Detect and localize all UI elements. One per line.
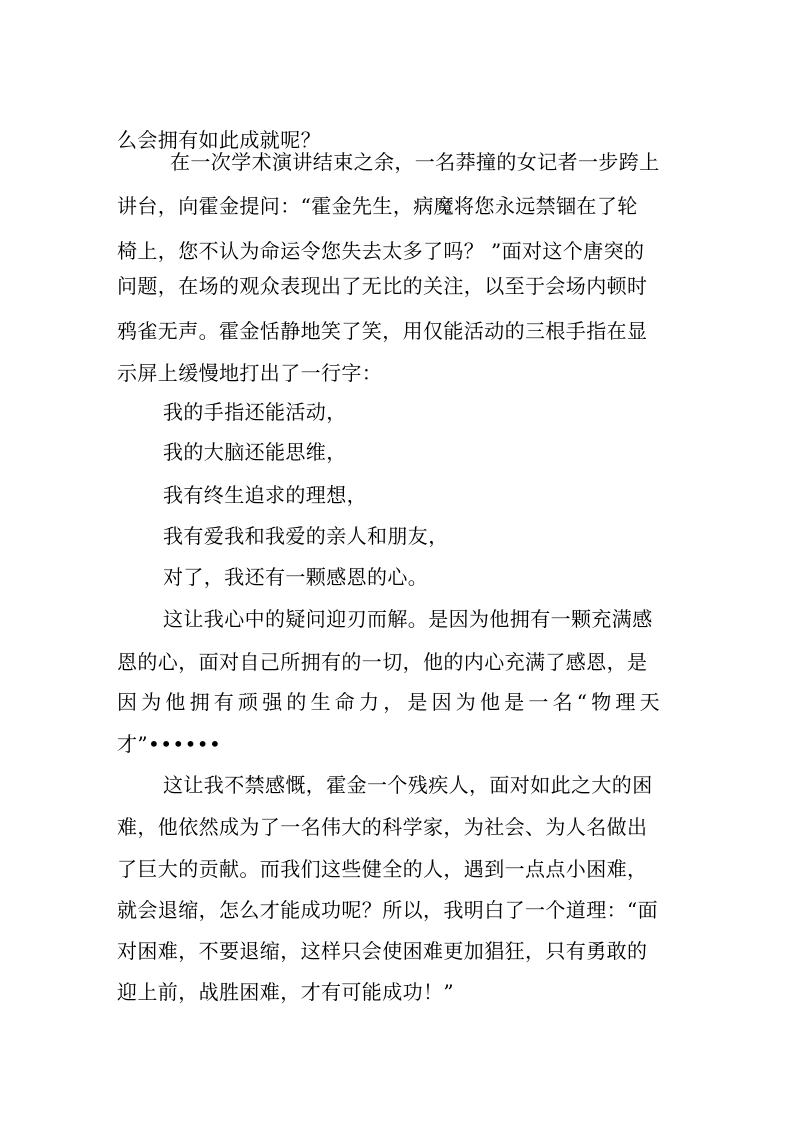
text-line: 才”•••••• [117, 732, 222, 756]
text-line: 么会拥有如此成就呢？ [117, 128, 321, 152]
text-line: 讲台，向霍金提问：“霍金先生，病魔将您永远禁锢在了轮 [117, 194, 638, 218]
poem-line: 我有终生追求的理想， [163, 483, 367, 507]
text-line: 在一次学术演讲结束之余，一名莽撞的女记者一步跨上 [170, 150, 660, 174]
text-line: 因为他拥有顽强的生命力，是因为他是一名“物理天 [117, 690, 664, 714]
text-line: 鸦雀无声。霍金恬静地笑了笑，用仅能活动的三根手指在显 [117, 319, 648, 343]
text-line: 示屏上缓慢地打出了一行字： [117, 361, 383, 385]
poem-line: 对了，我还有一颗感恩的心。 [163, 565, 429, 589]
text-line: 了巨大的贡献。而我们这些健全的人，遇到一点点小困难， [117, 857, 648, 881]
text-line: 椅上，您不认为命运令您失去太多了吗？ ”面对这个唐突的 [117, 239, 645, 263]
text-line: 这让我不禁感慨，霍金一个残疾人，面对如此之大的困 [163, 773, 653, 797]
poem-line: 我的手指还能活动， [163, 400, 347, 424]
text-line: 就会退缩，怎么才能成功呢？所以，我明白了一个道理：“面 [117, 898, 659, 922]
text-line: 这让我心中的疑问迎刃而解。是因为他拥有一颗充满感 [163, 607, 653, 631]
poem-line: 我的大脑还能思维， [163, 440, 347, 464]
text-line: 对困难，不要退缩，这样只会使困难更加猖狂，只有勇敢的 [117, 939, 648, 963]
text-line: 难，他依然成为了一名伟大的科学家，为社会、为人名做出 [117, 815, 648, 839]
text-line: 恩的心，面对自己所拥有的一切，他的内心充满了感恩，是 [117, 650, 648, 674]
text-line: 问题，在场的观众表现出了无比的关注，以至于会场内顿时 [117, 274, 648, 298]
poem-line: 我有爱我和我爱的亲人和朋友， [163, 524, 449, 548]
text-line: 迎上前，战胜困难，才有可能成功！” [117, 980, 455, 1004]
